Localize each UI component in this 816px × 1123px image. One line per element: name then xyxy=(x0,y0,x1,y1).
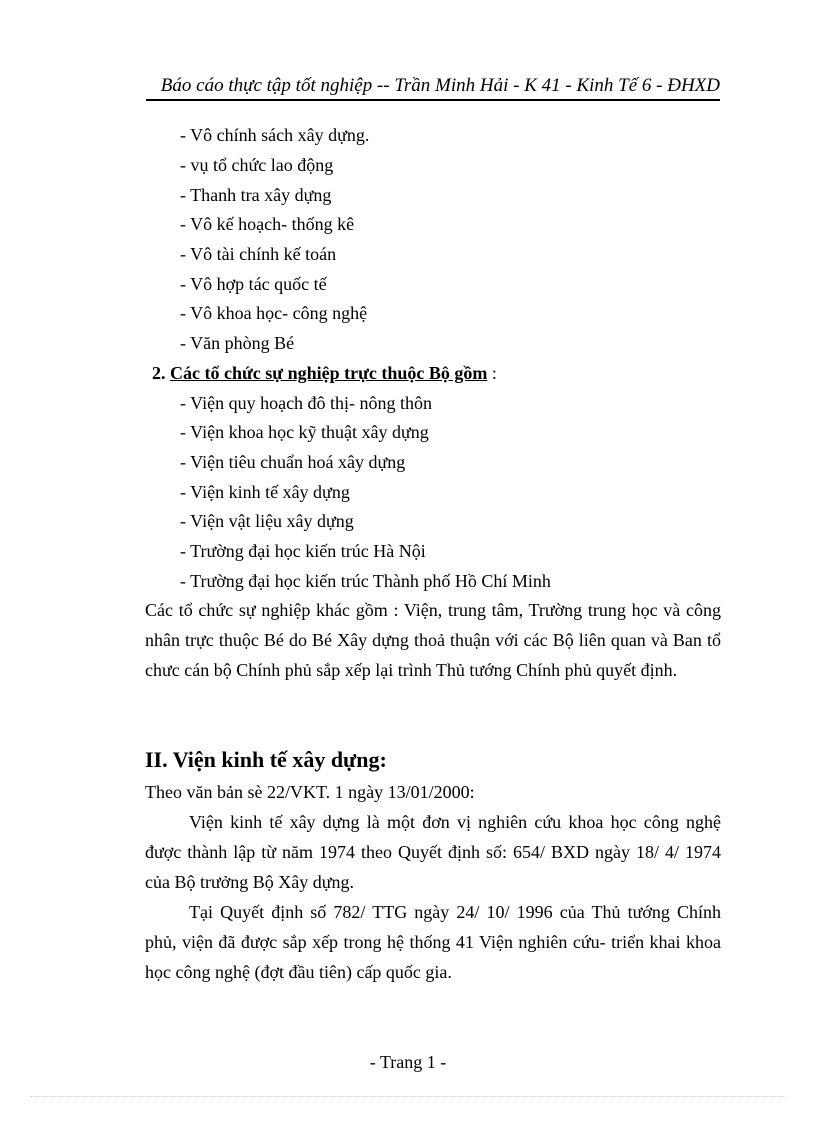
section-2-suffix: : xyxy=(487,363,497,383)
list-item: - Viện tiêu chuẩn hoá xây dựng xyxy=(180,452,406,472)
list-item: - Thanh tra xây dựng xyxy=(180,185,332,205)
list-item: - Vô tài chính kế toán xyxy=(180,244,337,264)
paragraph-document-ref: Theo văn bản sè 22/VKT. 1 ngày 13/01/2000: xyxy=(145,782,475,802)
list-item: - Vô chính sách xây dựng. xyxy=(180,125,370,145)
list-item: - Viện kinh tế xây dựng xyxy=(180,482,350,502)
list-item: - Trường đại học kiến trúc Hà Nội xyxy=(180,541,426,561)
list-item: - Vô khoa học- công nghệ xyxy=(180,303,368,323)
page-bottom-rule xyxy=(30,1096,786,1097)
list-item: - vụ tổ chức lao động xyxy=(180,155,334,175)
list-item: - Vô hợp tác quốc tế xyxy=(180,274,327,294)
paragraph-decision: Tại Quyết định số 782/ TTG ngày 24/ 10/ 1996 của Thủ tướng Chính phủ, viện đã được sắp xếp trong hệ thống 41 Viện nghiên cứu- triển khai khoa học công nghệ (đợt đầu tiên) cấp quốc gia. xyxy=(145,902,721,982)
page-number: - Trang 1 - xyxy=(369,1052,447,1072)
list-item: - Trường đại học kiến trúc Thành phố Hồ Chí Minh xyxy=(180,571,551,591)
section-2-heading xyxy=(152,362,497,384)
section-2-title: Các tổ chức sự nghiệp trực thuộc Bộ gồm xyxy=(170,363,488,383)
paragraph-organizations: Các tổ chức sự nghiệp khác gồm : Viện, trung tâm, Trường trung học và công nhân trực thuộc Bé do Bé Xây dựng thoả thuận với các Bộ liên quan và Ban tổ chưc cán bộ Chính phủ sắp xếp lại trình Thủ tướng Chính phủ quyết định. xyxy=(145,600,721,680)
paragraph-institute-intro: Viện kinh tế xây dựng là một đơn vị nghiên cứu khoa học công nghệ được thành lập từ năm 1974 theo Quyết định số: 654/ BXD ngày 18/ 4/ 1974 của Bộ trưởng Bộ Xây dựng. xyxy=(145,812,721,892)
list-item: - Văn phòng Bé xyxy=(180,333,295,353)
section-ii-heading: II. Viện kinh tế xây dựng: xyxy=(145,747,387,772)
page-header: Báo cáo thực tập tốt nghiệp -- Trần Minh Hải - K 41 - Kinh Tế 6 - ĐHXD xyxy=(146,74,720,101)
list-item: - Viện khoa học kỹ thuật xây dựng xyxy=(180,422,429,442)
section-2-number: 2. xyxy=(152,363,170,383)
list-item: - Vô kế hoạch- thống kê xyxy=(180,214,355,234)
list-item: - Viện vật liệu xây dựng xyxy=(180,511,354,531)
list-item: - Viện quy hoạch đô thị- nông thôn xyxy=(180,393,433,413)
